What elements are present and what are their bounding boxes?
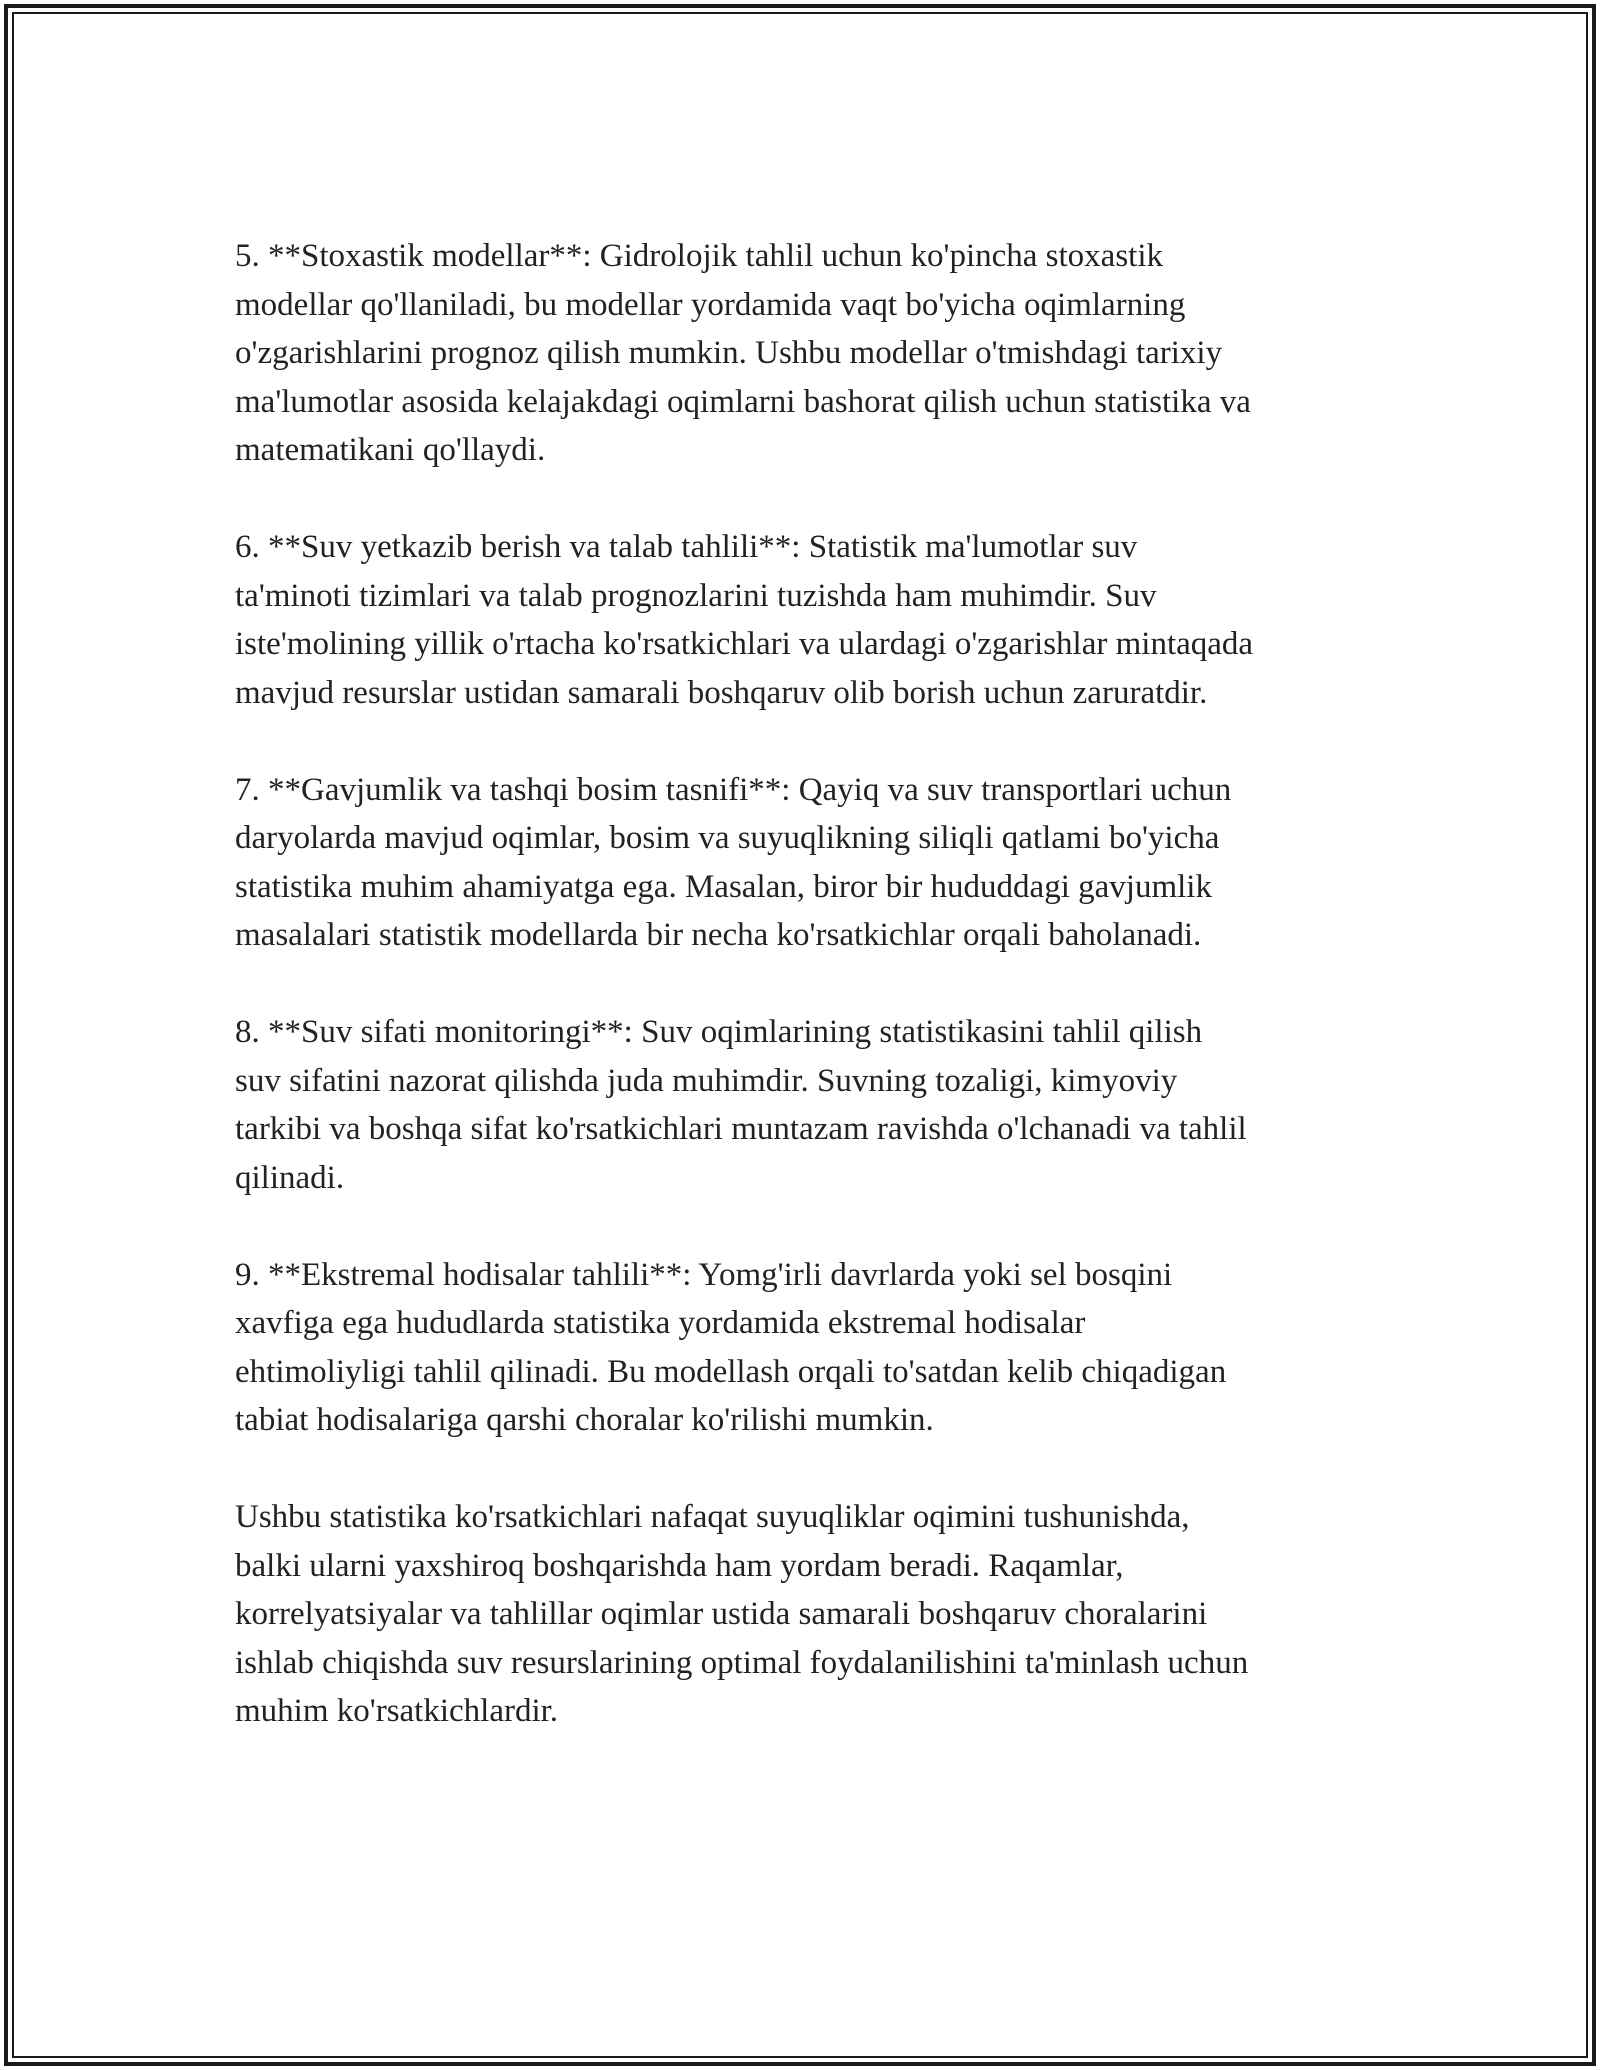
text-line: korrelyatsiyalar va tahlillar oqimlar ustida samarali boshqaruv choralarini [235,1596,1208,1632]
paragraph-water-quality [235,1008,1375,1202]
text-line: daryolarda mavjud oqimlar, bosim va suyuqlikning siliqli qatlami bo'yicha [235,820,1220,856]
text-line: ehtimoliyligi tahlil qilinadi. Bu modellash orqali to'satdan kelib chiqadigan [235,1353,1227,1390]
text-line: 9. **Ekstremal hodisalar tahlili**: Yomg'irli davrlarda yoki sel bosqini [235,1256,1173,1293]
paragraph-congestion-pressure [235,766,1375,960]
text-line: Ushbu statistika ko'rsatkichlari nafaqat suyuqliklar oqimini tushunishda, [235,1499,1190,1535]
text-line: muhim ko'rsatkichlardir. [235,1693,559,1729]
text-line: statistika muhim ahamiyatga ega. Masalan, biror bir hududdagi gavjumlik [235,868,1212,905]
text-line: balki ularni yaxshiroq boshqarishda ham yordam beradi. Raqamlar, [235,1547,1124,1584]
text-line: 7. **Gavjumlik va tashqi bosim tasnifi**: Qayiq va suv transportlari uchun [235,771,1232,808]
text-line: tabiat hodisalariga qarshi choralar ko'rilishi mumkin. [235,1402,934,1438]
text-line: qilinadi. [235,1159,345,1196]
paragraph-stochastic-models [235,232,1375,475]
paragraph-extreme-events [235,1251,1375,1445]
text-line: tarkibi va boshqa sifat ko'rsatkichlari muntazam ravishda o'lchanadi va tahlil [235,1111,1247,1147]
text-line: suv sifatini nazorat qilishda juda muhimdir. Suvning tozaligi, kimyoviy [235,1062,1178,1099]
text-line: masalalari statistik modellarda bir necha ko'rsatkichlar orqali baholanadi. [235,917,1202,953]
text-line: modellar qo'llaniladi, bu modellar yordamida vaqt bo'yicha oqimlarning [235,286,1186,323]
paragraph-conclusion [235,1493,1375,1736]
text-line: 6. **Suv yetkazib berish va talab tahlili**: Statistik ma'lumotlar suv [235,529,1138,565]
text-line: 8. **Suv sifati monitoringi**: Suv oqimlarining statistikasini tahlil qilish [235,1014,1203,1050]
text-line: ishlab chiqishda suv resurslarining optimal foydalanilishini ta'minlash uchun [235,1644,1249,1681]
document-body [235,232,1375,1784]
text-line: ta'minoti tizimlari va talab prognozlarini tuzishda ham muhimdir. Suv [235,577,1157,614]
text-line: 5. **Stoxastik modellar**: Gidrolojik tahlil uchun ko'pincha stoxastik [235,238,1164,274]
text-line: iste'molining yillik o'rtacha ko'rsatkichlari va ulardagi o'zgarishlar mintaqada [235,626,1254,662]
text-line: mavjud resurslar ustidan samarali boshqaruv olib borish uchun zaruratdir. [235,674,1208,711]
text-line: o'zgarishlarini prognoz qilish mumkin. Ushbu modellar o'tmishdagi tarixiy [235,335,1223,371]
text-line: matematikani qo'llaydi. [235,432,546,468]
text-line: ma'lumotlar asosida kelajakdagi oqimlarni bashorat qilish uchun statistika va [235,383,1251,420]
text-line: xavfiga ega hududlarda statistika yordamida ekstremal hodisalar [235,1305,1086,1341]
paragraph-water-supply-demand [235,523,1375,717]
